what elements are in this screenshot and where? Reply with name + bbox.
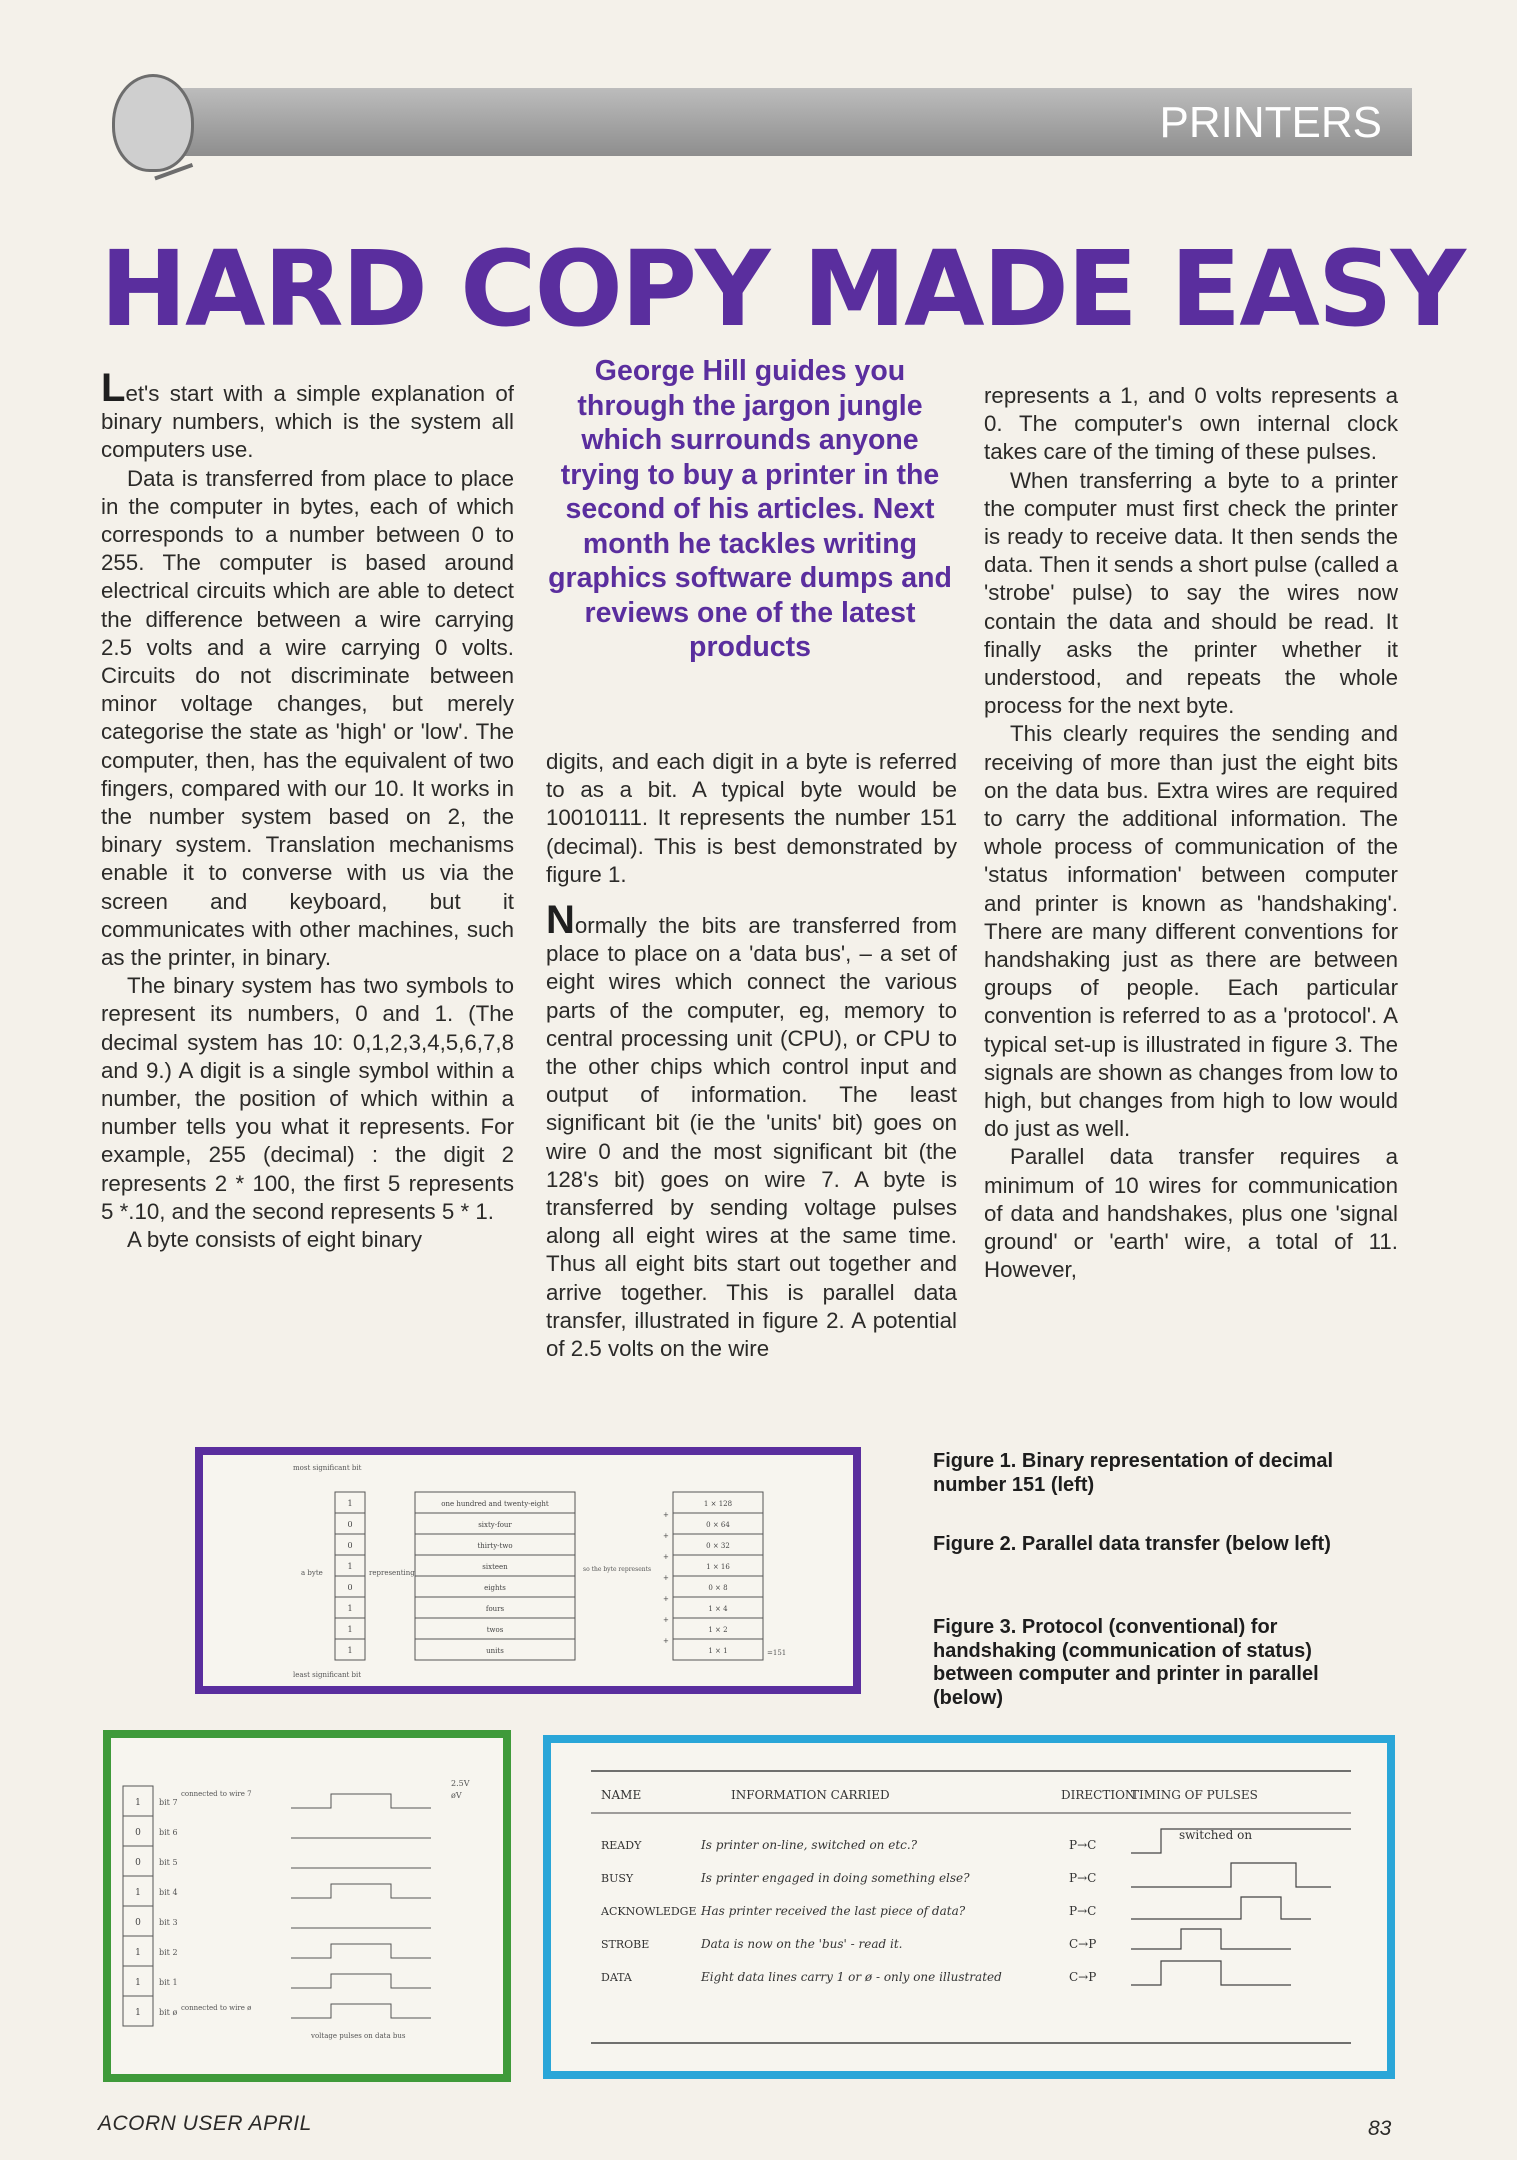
timing-pulse [1131, 1897, 1311, 1919]
bit-value: 1 [347, 1625, 353, 1634]
lsb-label: least significant bit [293, 1671, 362, 1679]
voltage-pulse-line [291, 1884, 431, 1898]
place-name: thirty-two [477, 1542, 513, 1550]
paragraph: Data is transferred from place to place in the computer in bytes, each of which corresponds to a number between 0 to 255. The computer is based around electrical circuits which are able to detect the difference between a wire carrying 2.5 volts and a wire carrying 0 volts. Circuits do not discriminate between minor voltage changes, but merely categorise the state as 'high' or 'low'. The computer, then, has the equivalent of two fingers, compared with our 10. It works in the number system based on 2, the binary system. Translation mechanisms enable it to converse with us via the screen and keyboard, but it communicates with other machines, such as the printer, in binary. [101, 465, 514, 971]
paragraph: digits, and each digit in a byte is referred to as a bit. A typical byte would be 10010111. It represents the number 151 (decimal). This is best demonstrated by figure 1. [546, 749, 957, 887]
bit-label: bit 3 [159, 1918, 178, 1927]
signal-direction: C→P [1069, 1970, 1097, 1984]
bit-value: 0 [347, 1520, 353, 1529]
plus-sign: + [663, 1553, 669, 1561]
article-column-1 [101, 366, 514, 1254]
product-value: 0 × 8 [708, 1584, 728, 1592]
signal-info: Has printer received the last piece of data? [701, 1904, 966, 1918]
msb-label: most significant bit [293, 1464, 362, 1472]
timing-pulse [1131, 1929, 1291, 1949]
signal-name: DATA [601, 1971, 632, 1984]
place-name: units [486, 1647, 504, 1655]
signal-name: STROBE [601, 1938, 650, 1951]
plus-sign: + [663, 1595, 669, 1603]
bit-value: 0 [135, 1918, 141, 1928]
paragraph: The binary system has two symbols to represent its numbers, 0 and 1. (The decimal system has 10: 0,1,2,3,4,5,6,7,8 and 9.) A digit is a single symbol within a number, the position of which within a number tells you what it represents. For example, 255 (decimal) : the digit 2 represents 2 * 100, the first 5 represents 5 *.10, and the second represents 5 * 1. [101, 973, 514, 1224]
figure-3-caption: Figure 3. Protocol (conventional) for handshaking (communication of status) between computer and printer in parallel (below) [933, 1616, 1319, 1709]
byte-label: a byte [301, 1569, 323, 1577]
figure-3-handshaking-protocol [543, 1735, 1395, 2079]
place-name: one hundred and twenty-eight [441, 1500, 549, 1508]
bit-label: bit 2 [159, 1948, 178, 1957]
signal-name: BUSY [601, 1872, 634, 1885]
voltage-pulse-line [291, 2004, 431, 2018]
product-value: 0 × 64 [706, 1521, 730, 1529]
article-column-3 [984, 382, 1398, 1285]
voltage-pulse-line [291, 1974, 431, 1988]
paragraph: This clearly requires the sending and receiving of more than just the eight bits on the data bus. Extra wires are required to carry the additional information. The whole process of communication of the 'status information' between computer and printer is known as 'handshaking'. There are many different conventions for handshaking just as there are between groups of people. Each particular convention is referred to as a 'protocol'. A typical set-up is illustrated in figure 3. The signals are shown as changes from low to high, but changes from high to low would do just as well. [984, 721, 1398, 1142]
bit-value: 1 [347, 1646, 353, 1655]
timing-pulse [1131, 1961, 1291, 1985]
figure-2-caption: Figure 2. Parallel data transfer (below left) [933, 1533, 1331, 1555]
high-voltage-label: 2.5V [451, 1779, 470, 1788]
signal-info: Is printer engaged in doing something else? [701, 1871, 970, 1885]
product-value: 1 × 16 [706, 1563, 730, 1571]
figure-1-diagram [203, 1455, 853, 1686]
place-name: twos [486, 1626, 504, 1634]
so-byte-represents-label: so the byte represents [583, 1566, 652, 1573]
product-value: 1 × 4 [708, 1605, 728, 1613]
signal-direction: P→C [1069, 1838, 1097, 1852]
signal-info: Eight data lines carry 1 or ø - only one illustrated [701, 1970, 1002, 1984]
bit-label: bit ø [159, 2008, 178, 2017]
column-header: DIRECTION [1061, 1788, 1136, 1802]
page-number: 83 [1368, 2117, 1392, 2140]
section-label: PRINTERS [1159, 98, 1382, 147]
signal-info: Is printer on-line, switched on etc.? [701, 1838, 918, 1852]
figure-3-table [551, 1743, 1387, 2071]
bit-value: 1 [347, 1499, 353, 1508]
plus-sign: + [663, 1511, 669, 1519]
bit-value: 0 [135, 1828, 141, 1838]
figure-1-caption: Figure 1. Binary representation of decimal number 151 (left) [933, 1450, 1334, 1496]
bit-label: bit 5 [159, 1858, 178, 1867]
product-value: 1 × 2 [708, 1626, 728, 1634]
plus-sign: + [663, 1616, 669, 1624]
bit-value: 0 [347, 1541, 353, 1550]
figure-2-diagram [111, 1738, 503, 2074]
top-wire-note: connected to wire 7 [181, 1790, 252, 1798]
signal-direction: P→C [1069, 1871, 1097, 1885]
figure-1-binary-representation [195, 1447, 861, 1694]
place-name: fours [485, 1605, 505, 1613]
headline: HARD COPY MADE EASY [100, 228, 1464, 350]
bit-value: 1 [135, 1888, 141, 1898]
plus-sign: + [663, 1637, 669, 1645]
paragraph: Parallel data transfer requires a minimum of 10 wires for communication of data and handshakes, plus one 'signal ground' or 'earth' wire, a total of 11. However, [984, 1144, 1398, 1283]
bit-value: 0 [347, 1583, 353, 1592]
paragraph: et's start with a simple explanation of binary numbers, which is the system all computers use. [101, 381, 514, 463]
bit-label: bit 1 [159, 1978, 178, 1987]
place-name: sixteen [482, 1563, 508, 1571]
bit-value: 0 [135, 1858, 141, 1868]
signal-direction: P→C [1069, 1904, 1097, 1918]
signal-name: ACKNOWLEDGE [601, 1905, 697, 1918]
representing-label: representing [369, 1569, 415, 1577]
paragraph: A byte consists of eight binary [127, 1227, 422, 1253]
plus-sign: + [663, 1532, 669, 1540]
result-label: =151 [767, 1649, 787, 1657]
product-value: 0 × 32 [706, 1542, 730, 1550]
signal-direction: C→P [1069, 1937, 1097, 1951]
timing-pulse [1131, 1863, 1331, 1887]
place-name: sixty-four [478, 1521, 512, 1529]
bit-value: 1 [135, 1798, 141, 1808]
bit-value: 1 [135, 1948, 141, 1958]
bit-value: 1 [347, 1604, 353, 1613]
article-column-2 [546, 898, 957, 1363]
drop-cap: N [546, 898, 575, 942]
figure-2-parallel-transfer [103, 1730, 511, 2082]
article-column-2-top [546, 748, 957, 889]
place-name: eights [484, 1584, 506, 1592]
bit-value: 1 [135, 1978, 141, 1988]
bit-label: bit 6 [159, 1828, 178, 1837]
signal-info: Data is now on the 'bus' - read it. [701, 1937, 903, 1951]
bottom-wire-note: connected to wire ø [181, 2004, 252, 2012]
voltage-pulses-label: voltage pulses on data bus [311, 2032, 406, 2040]
plus-sign: + [663, 1574, 669, 1582]
section-header-bar [180, 88, 1412, 156]
signal-name: READY [601, 1839, 642, 1852]
bit-label: bit 4 [159, 1888, 178, 1897]
switched-on-label: switched on [1179, 1828, 1253, 1842]
standfirst: George Hill guides you through the jargon jungle which surrounds anyone trying to buy a printer in the second of his articles. Next month he tackles writing graphics software dumps and reviews one of the latest products [548, 355, 952, 663]
paragraph: When transferring a byte to a printer the computer must first check the printer is ready to receive data. It then sends the data. Then it sends a short pulse (called a 'strobe' pulse) to say the wires now contain the data and should be read. It finally asks the printer whether it understood, and repeats the whole process for the next byte. [984, 467, 1398, 719]
bit-label: bit 7 [159, 1798, 178, 1807]
bit-value: 1 [347, 1562, 353, 1571]
drop-cap: L [101, 366, 126, 410]
paragraph: ormally the bits are transferred from place to place on a 'data bus', – a set of eight wires which connect the various parts of the computer, eg, memory to central processing unit (CPU), or CPU to the other chips which control input and output of information. The least significant bit (ie the 'units' bit) goes on wire 0 and the most significant bit (the 128's bit) goes on wire 7. A byte is transferred by sending voltage pulses along all eight wires at the same time. Thus all eight bits start out together and arrive together. This is parallel data transfer, illustrated in figure 2. A potential of 2.5 volts on the wire [546, 913, 957, 1362]
product-value: 1 × 1 [708, 1647, 728, 1655]
voltage-pulse-line [291, 1944, 431, 1958]
column-header: TIMING OF PULSES [1131, 1788, 1258, 1802]
column-header: NAME [601, 1788, 642, 1802]
column-header: INFORMATION CARRIED [731, 1788, 890, 1802]
product-value: 1 × 128 [703, 1500, 733, 1508]
bit-value: 1 [135, 2008, 141, 2018]
paragraph: represents a 1, and 0 volts represents a 0. The computer's own internal clock takes care of the timing of these pulses. [984, 383, 1398, 465]
low-voltage-label: øV [451, 1791, 462, 1800]
voltage-pulse-line [291, 1794, 431, 1808]
footer-publication: ACORN USER APRIL [98, 2112, 312, 2135]
